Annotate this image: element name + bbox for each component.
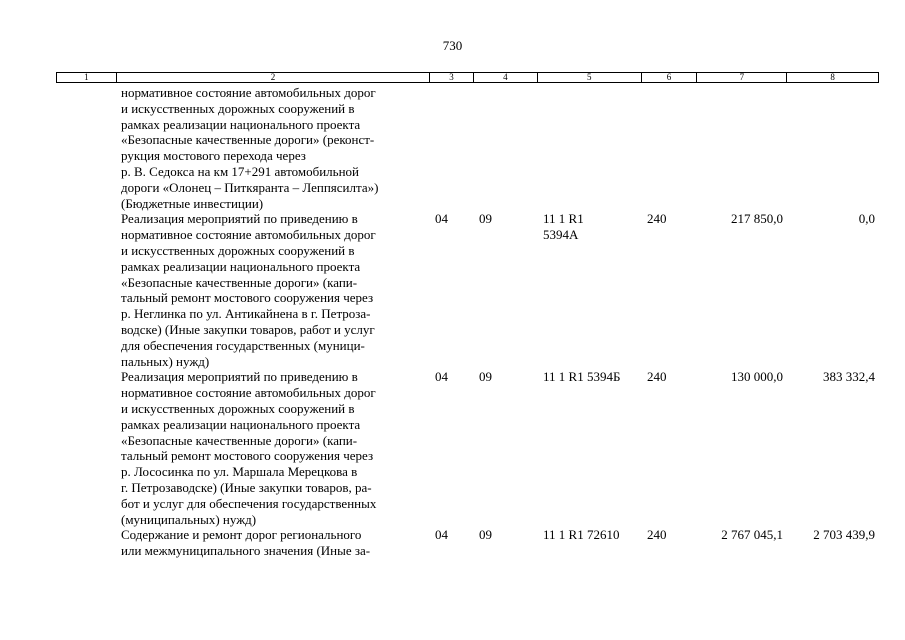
row-code: 11 1 R1 5394Б	[543, 369, 621, 385]
row-spacer	[56, 369, 115, 527]
header-col-4: 4	[473, 73, 537, 82]
row-type: 240	[647, 369, 667, 385]
table-body	[56, 85, 879, 559]
row-spacer	[56, 85, 115, 211]
table-row	[56, 211, 879, 369]
row-name: нормативное состояние автомобильных дорог и искусственных дорожных сооружений в рамках реализации национального проекта «Безопасные качественные дороги» (реконст- рукция мостового перехода через р. В. Седокса на км 17+291 автомобильной дороги «Олонец – Питкяранта – Леппясилта») (Бюджетные инвестиции)	[121, 85, 379, 211]
row-section	[429, 85, 473, 211]
table-row	[56, 527, 879, 559]
row-value-1	[697, 85, 787, 211]
row-value-2: 383 332,4	[823, 369, 875, 385]
row-value-2: 0,0	[858, 211, 875, 227]
header-col-1: 1	[84, 72, 89, 82]
table-header	[56, 72, 879, 83]
page-number: 730	[442, 38, 463, 53]
row-code	[537, 85, 641, 211]
row-subsection	[473, 85, 537, 211]
row-value-1: 217 850,0	[731, 211, 783, 227]
header-col-6: 6	[641, 73, 697, 82]
header-col-3: 3	[429, 73, 473, 82]
row-type	[641, 85, 697, 211]
row-value-2: 2 703 439,9	[813, 527, 875, 543]
row-value-2	[787, 85, 879, 211]
header-col-7: 7	[696, 73, 786, 82]
header-col-2: 2	[116, 73, 429, 82]
row-type: 240	[647, 527, 667, 543]
row-name: Содержание и ремонт дорог регионального или межмуниципального значения (Иные за-	[121, 527, 371, 559]
table-row	[56, 85, 879, 211]
row-value-1: 2 767 045,1	[721, 527, 783, 543]
row-spacer	[56, 211, 115, 369]
row-subsection: 09	[479, 369, 492, 385]
row-section: 04	[435, 369, 448, 385]
header-col-8: 8	[786, 73, 878, 82]
row-subsection: 09	[479, 211, 492, 227]
header-col-5: 5	[537, 73, 641, 82]
row-spacer	[56, 527, 115, 559]
row-code: 11 1 R1 5394А	[543, 211, 584, 243]
table-row	[56, 369, 879, 527]
row-section: 04	[435, 527, 448, 543]
row-name: Реализация мероприятий по приведению в нормативное состояние автомобильных дорог и искусственных дорожных сооружений в рамках реализации национального проекта «Безопасные качественные дороги» (капи- тальный ремонт мостового сооружения через р. Лососинка по ул. Маршала Мерецкова в г. Петрозаводске) (Иные закупки товаров, ра- бот и услуг для обеспечения государственных (муниципальных) нужд)	[121, 369, 377, 527]
row-code: 11 1 R1 72610	[543, 527, 620, 543]
row-name: Реализация мероприятий по приведению в нормативное состояние автомобильных дорог и искусственных дорожных сооружений в рамках реализации национального проекта «Безопасные качественные дороги» (капи- тальный ремонт мостового сооружения через р. Неглинка по ул. Антикайнена в г. Петроза- водске) (Иные закупки товаров, работ и услуг для обеспечения государственных (муници- пальных) нужд)	[121, 211, 376, 369]
row-section: 04	[435, 211, 448, 227]
row-type: 240	[647, 211, 667, 227]
row-subsection: 09	[479, 527, 492, 543]
row-value-1: 130 000,0	[731, 369, 783, 385]
